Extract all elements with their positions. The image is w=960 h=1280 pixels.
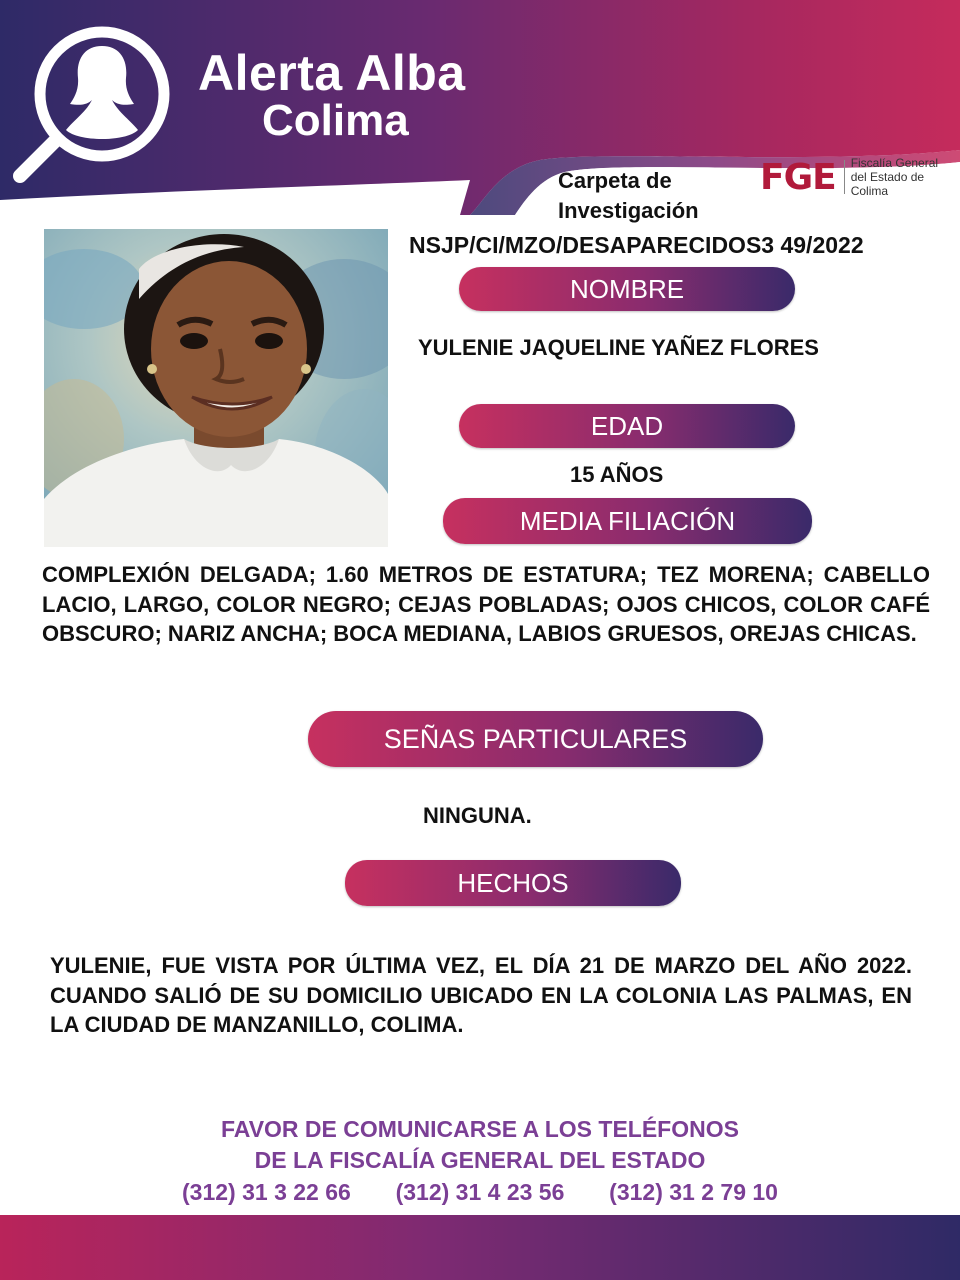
nombre-pill — [459, 267, 795, 311]
media-filiacion-text: COMPLEXIÓN DELGADA; 1.60 METROS DE ESTATURA; TEZ MORENA; CABELLO LACIO, LARGO, COLOR NEGRO; CEJAS POBLADAS; OJOS CHICOS, COLOR CAFÉ OBSCURO; NARIZ ANCHA; BOCA MEDIANA, LABIOS GRUESOS, OREJAS CHICAS. — [42, 562, 930, 646]
fge-divider — [844, 160, 845, 194]
footer-bar — [0, 1215, 960, 1280]
carpeta-label — [558, 166, 699, 226]
phone-number[interactable]: (312) 31 2 79 10 — [609, 1179, 778, 1205]
fge-logo — [760, 156, 960, 198]
contact-phones — [0, 1179, 960, 1206]
hechos-pill — [345, 860, 681, 906]
carpeta-label-line2: Investigación — [558, 198, 699, 223]
fge-mark: FGE — [760, 156, 836, 198]
nombre-label: NOMBRE — [569, 273, 685, 304]
edad-value: 15 AÑOS — [570, 462, 664, 487]
contact-line2: DE LA FISCALÍA GENERAL DEL ESTADO — [254, 1147, 706, 1173]
fge-text-line2: del Estado de Colima — [850, 170, 925, 198]
contact-line1: FAVOR DE COMUNICARSE A LOS TELÉFONOS — [221, 1116, 739, 1142]
phone-number[interactable]: (312) 31 3 22 66 — [182, 1179, 351, 1205]
edad-pill — [459, 404, 795, 448]
carpeta-label-line1: Carpeta de — [558, 168, 672, 193]
media-filiacion-pill — [443, 498, 812, 544]
hechos-label: HECHOS — [457, 867, 569, 898]
alert-subtitle: Colima — [262, 96, 409, 145]
portrait-photo — [44, 229, 388, 547]
fge-logo-text — [851, 156, 960, 198]
media-filiacion-label: MEDIA FILIACIÓN — [519, 505, 736, 536]
edad-label: EDAD — [590, 410, 664, 441]
senas-value: NINGUNA. — [423, 803, 532, 828]
phone-number[interactable]: (312) 31 4 23 56 — [395, 1179, 565, 1205]
senas-pill — [308, 711, 763, 767]
senas-label: SEÑAS PARTICULARES — [383, 723, 688, 754]
alert-title: Alerta Alba — [198, 45, 466, 101]
fge-text-line1: Fiscalía General — [850, 156, 939, 170]
hechos-text: YULENIE, FUE VISTA POR ÚLTIMA VEZ, EL DÍA 21 DE MARZO DEL AÑO 2022. CUANDO SALIÓ DE SU DOMICILIO UBICADO EN LA COLONIA LAS PALMAS, EN LA CIUDAD DE MANZANILLO, COLIMA. — [50, 953, 912, 1037]
case-number: NSJP/CI/MZO/DESAPARECIDOS3 49/2022 — [409, 232, 864, 258]
nombre-value: YULENIE JAQUELINE YAÑEZ FLORES — [418, 335, 819, 360]
